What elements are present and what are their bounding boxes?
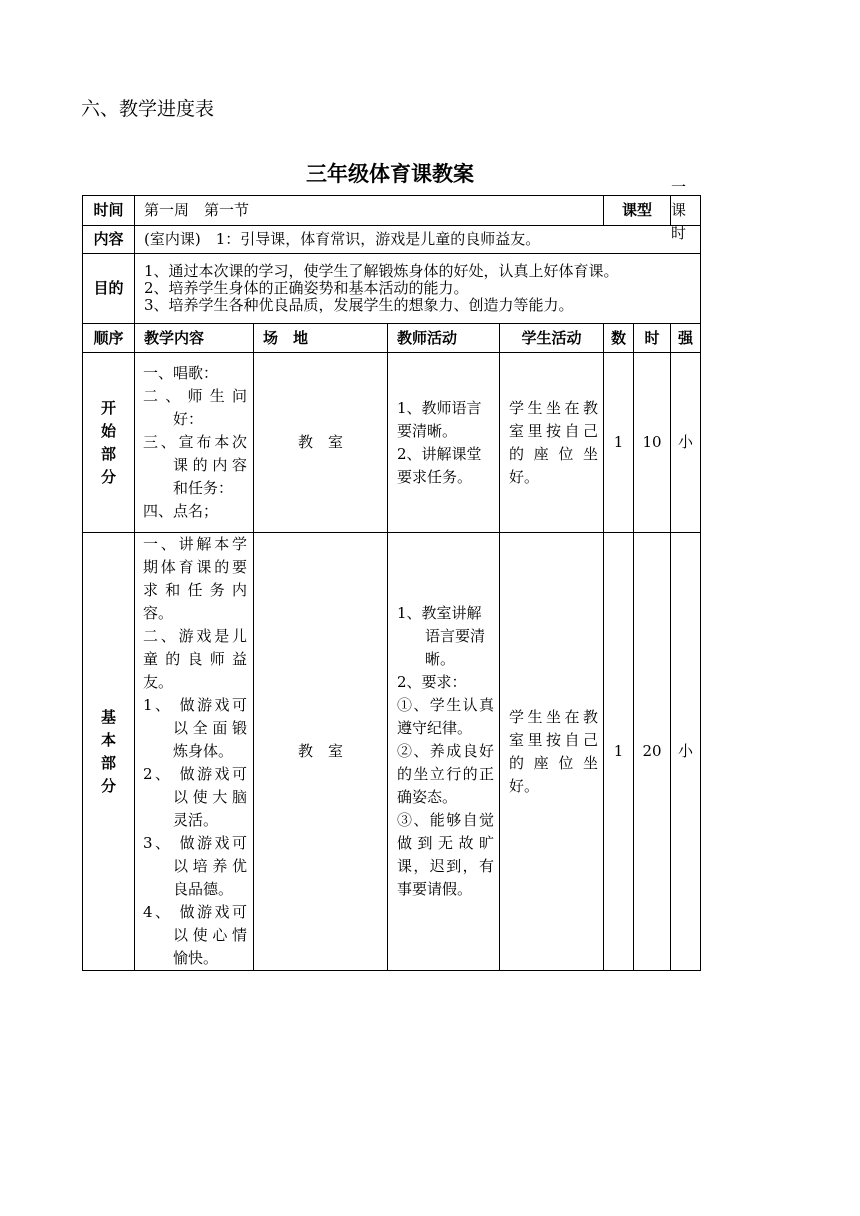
section-heading: 六、教学进度表 bbox=[81, 98, 215, 120]
type-label: 课型 bbox=[604, 196, 671, 225]
content-line: 四、点名； bbox=[143, 502, 219, 520]
section-char: 基 bbox=[100, 707, 116, 726]
col-teacher: 教师活动 bbox=[388, 324, 500, 353]
goal-item: 2、培养学生身体的正确姿势和基本活动的能力。 bbox=[144, 279, 469, 297]
count-value: 1 bbox=[604, 533, 634, 971]
content-line: 一、唱歌： bbox=[143, 364, 219, 382]
lesson-plan-table bbox=[82, 178, 701, 971]
venue: 教 室 bbox=[254, 533, 388, 971]
content-line: 二、师生问好： bbox=[143, 387, 247, 428]
goal-item: 1、通过本次课的学习，使学生了解锻炼身体的好处，认真上好体育课。 bbox=[144, 262, 619, 280]
column-header-row bbox=[83, 324, 701, 353]
section-char: 部 bbox=[100, 444, 116, 463]
col-order: 顺序 bbox=[83, 324, 135, 353]
col-time: 时 bbox=[634, 324, 671, 353]
goal-list bbox=[135, 254, 701, 324]
intensity-value: 小 bbox=[671, 533, 701, 971]
teacher-line: ③、能够自觉做到无故旷课，迟到，有事要请假。 bbox=[397, 811, 494, 898]
content-row bbox=[83, 226, 701, 254]
type-cell bbox=[604, 178, 701, 242]
col-intensity: 强 bbox=[671, 324, 701, 353]
time-value: 第一周 第一节 bbox=[135, 196, 604, 226]
section-char: 分 bbox=[100, 776, 116, 795]
section-char: 始 bbox=[100, 421, 116, 440]
content-value: (室内课) 1：引导课，体育常识，游戏是儿童的良师益友。 bbox=[135, 226, 701, 254]
teacher-line: ①、学生认真遵守纪律。 bbox=[397, 696, 494, 737]
col-content: 教学内容 bbox=[135, 324, 254, 353]
count-value: 1 bbox=[604, 353, 634, 533]
intensity-value: 小 bbox=[671, 353, 701, 533]
content-line: 3、 做游戏可以培养优良品德。 bbox=[143, 834, 247, 898]
type-value: 一课时 bbox=[671, 178, 687, 242]
teacher-activity bbox=[388, 533, 500, 971]
content-label: 内容 bbox=[83, 226, 135, 254]
teacher-line: 2、要求： bbox=[397, 673, 467, 691]
col-venue: 场 地 bbox=[254, 324, 388, 353]
goal-row bbox=[83, 254, 701, 324]
content-line: 二、游戏是儿童的良师益友。 bbox=[143, 627, 247, 691]
section-char: 本 bbox=[100, 730, 116, 749]
table-row bbox=[83, 533, 701, 971]
section-label-basic bbox=[83, 533, 135, 971]
time-value: 10 bbox=[634, 353, 671, 533]
teacher-line: 2、讲解课堂要求任务。 bbox=[397, 444, 482, 486]
teacher-activity bbox=[388, 353, 500, 533]
table-row bbox=[83, 353, 701, 533]
content-line: 1、 做游戏可以全面锻炼身体。 bbox=[143, 696, 247, 760]
time-label: 时间 bbox=[83, 196, 135, 226]
teaching-content bbox=[135, 533, 254, 971]
student-activity: 学生坐在教室里按自己的座位坐好。 bbox=[500, 533, 604, 971]
goal-label: 目的 bbox=[83, 254, 135, 324]
section-char: 开 bbox=[100, 398, 116, 417]
content-line: 4、 做游戏可以使心情愉快。 bbox=[143, 903, 247, 967]
section-char: 部 bbox=[100, 753, 116, 772]
teacher-line: 1、教师语言要清晰。 bbox=[397, 398, 482, 440]
teacher-line: ②、养成良好的坐立行的正确姿态。 bbox=[397, 742, 494, 806]
col-student: 学生活动 bbox=[500, 324, 604, 353]
section-label-start bbox=[83, 353, 135, 533]
section-char: 分 bbox=[100, 467, 116, 486]
content-line: 三、宣布本次课的内容和任务： bbox=[143, 433, 247, 497]
student-activity: 学生坐在教室里按自己的座位坐好。 bbox=[500, 353, 604, 533]
col-count: 数 bbox=[604, 324, 634, 353]
teaching-content bbox=[135, 353, 254, 533]
teacher-line: 1、教室讲解语言要清晰。 bbox=[397, 604, 486, 668]
content-line: 一、讲解本学期体育课的要求和任务内容。 bbox=[143, 535, 247, 622]
content-line: 2、 做游戏可以使大脑灵活。 bbox=[143, 765, 247, 829]
time-value: 20 bbox=[634, 533, 671, 971]
document-title: 三年级体育课教案 bbox=[306, 162, 474, 186]
time-row bbox=[83, 196, 701, 226]
goal-item: 3、培养学生各种优良品质，发展学生的想象力、创造力等能力。 bbox=[144, 296, 574, 314]
venue: 教 室 bbox=[254, 353, 388, 533]
